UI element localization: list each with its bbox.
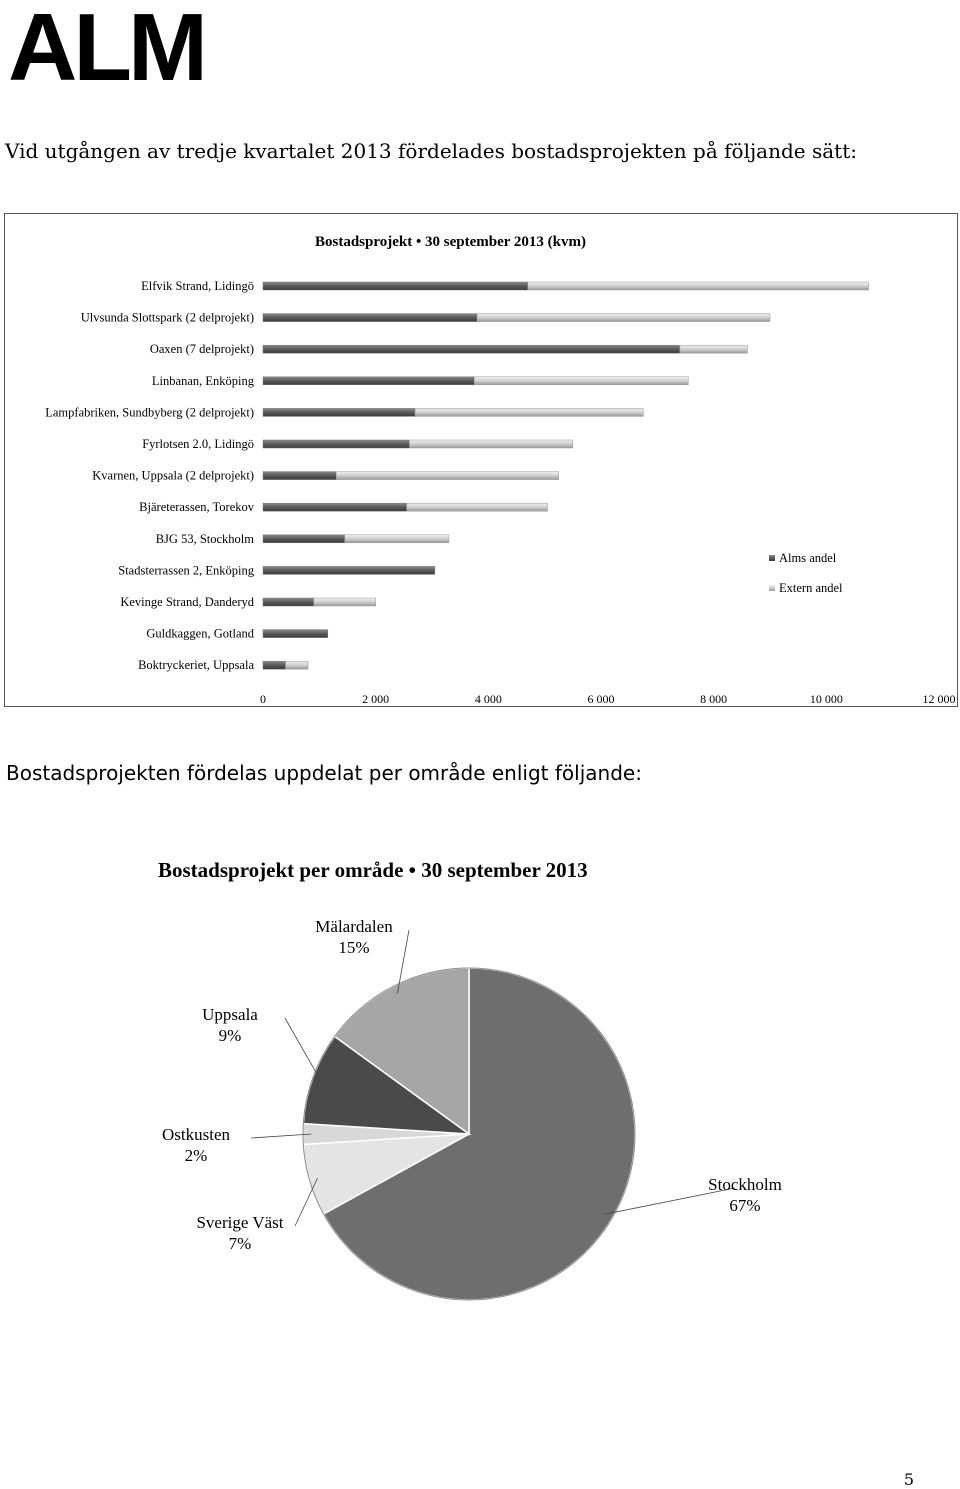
logo-text: ALM (8, 2, 204, 84)
pie-leader-line (251, 1134, 311, 1138)
bar-extern-andel (336, 472, 559, 480)
bar-alms-andel (263, 472, 336, 480)
bar-alms-andel (263, 661, 286, 669)
bar-alms-andel (263, 598, 314, 606)
bar-x-tick-label: 0 (260, 692, 266, 706)
pie-label-name: Sverige Väst (196, 1213, 284, 1232)
pie-leader-line (295, 1178, 318, 1226)
pie-label-name: Stockholm (708, 1175, 782, 1194)
bar-x-tick-label: 10 000 (809, 692, 843, 706)
pie-leader-line (285, 1018, 321, 1081)
pie-label-percent: 9% (218, 1026, 242, 1045)
pie-label-name: Uppsala (202, 1005, 258, 1024)
bar-alms-andel (263, 282, 528, 290)
bar-alms-andel (263, 566, 435, 574)
bar-category-label: Bjäreterassen, Torekov (139, 500, 254, 515)
legend-label-alms: Alms andel (779, 551, 837, 565)
bar-category-label: Guldkaggen, Gotland (146, 626, 254, 641)
alm-logo (8, 2, 228, 88)
bar-chart (5, 214, 959, 708)
bar-chart-container (4, 213, 958, 707)
bar-extern-andel (314, 598, 376, 606)
bar-extern-andel (528, 282, 869, 290)
pie-label-percent: 15% (338, 938, 370, 957)
bar-category-label: Kvarnen, Uppsala (2 delprojekt) (92, 468, 254, 483)
bar-extern-andel (415, 408, 643, 416)
pie-label-percent: 2% (184, 1146, 208, 1165)
bar-extern-andel (286, 661, 309, 669)
bar-alms-andel (263, 377, 474, 385)
bar-category-label: Fyrlotsen 2.0, Lidingö (142, 437, 254, 451)
pie-label-name: Ostkusten (162, 1125, 230, 1144)
page-number: 5 (903, 1470, 914, 1489)
bar-category-label: Oaxen (7 delprojekt) (149, 342, 254, 357)
bar-category-label: BJG 53, Stockholm (155, 531, 254, 546)
pie-label-name: Mälardalen (315, 917, 393, 936)
bar-category-label: Boktryckeriet, Uppsala (138, 658, 254, 673)
bar-category-label: Elfvik Strand, Lidingö (141, 279, 254, 293)
bar-chart-title: Bostadsprojekt • 30 september 2013 (kvm) (315, 234, 586, 250)
bar-category-label: Stadsterrassen 2, Enköping (118, 563, 254, 578)
intro-paragraph: Vid utgången av tredje kvartalet 2013 fördelades bostadsprojekten på följande sätt: (5, 139, 857, 163)
pie-label-percent: 7% (228, 1234, 252, 1253)
pie-chart-title: Bostadsprojekt per område • 30 september 2013 (158, 858, 588, 882)
bar-category-label: Kevinge Strand, Danderyd (120, 595, 254, 609)
bar-alms-andel (263, 440, 409, 448)
legend-swatch-alms (769, 555, 775, 561)
bar-x-tick-label: 8 000 (700, 692, 728, 706)
bar-category-label: Linbanan, Enköping (151, 373, 254, 388)
legend-label-extern: Extern andel (779, 581, 843, 595)
bar-alms-andel (263, 503, 407, 511)
bar-extern-andel (680, 345, 748, 353)
bar-alms-andel (263, 345, 680, 353)
bar-category-label: Lampfabriken, Sundbyberg (2 delprojekt) (45, 405, 254, 420)
bar-x-tick-label: 6 000 (587, 692, 615, 706)
bar-extern-andel (407, 503, 548, 511)
section-paragraph: Bostadsprojekten fördelas uppdelat per område enligt följande: (6, 761, 642, 785)
legend-swatch-extern (769, 585, 775, 591)
bar-x-tick-label: 4 000 (474, 692, 502, 706)
bar-alms-andel (263, 630, 328, 638)
pie-chart-container (100, 840, 860, 1320)
bar-x-tick-label: 12 000 (922, 692, 956, 706)
pie-chart (100, 840, 860, 1320)
bar-extern-andel (477, 314, 770, 322)
bar-alms-andel (263, 314, 477, 322)
bar-alms-andel (263, 408, 415, 416)
bar-extern-andel (345, 535, 449, 543)
pie-label-percent: 67% (729, 1196, 761, 1215)
bar-alms-andel (263, 535, 345, 543)
bar-category-label: Ulvsunda Slottspark (2 delprojekt) (80, 310, 254, 325)
bar-x-tick-label: 2 000 (362, 692, 390, 706)
bar-extern-andel (474, 377, 688, 385)
bar-extern-andel (409, 440, 572, 448)
